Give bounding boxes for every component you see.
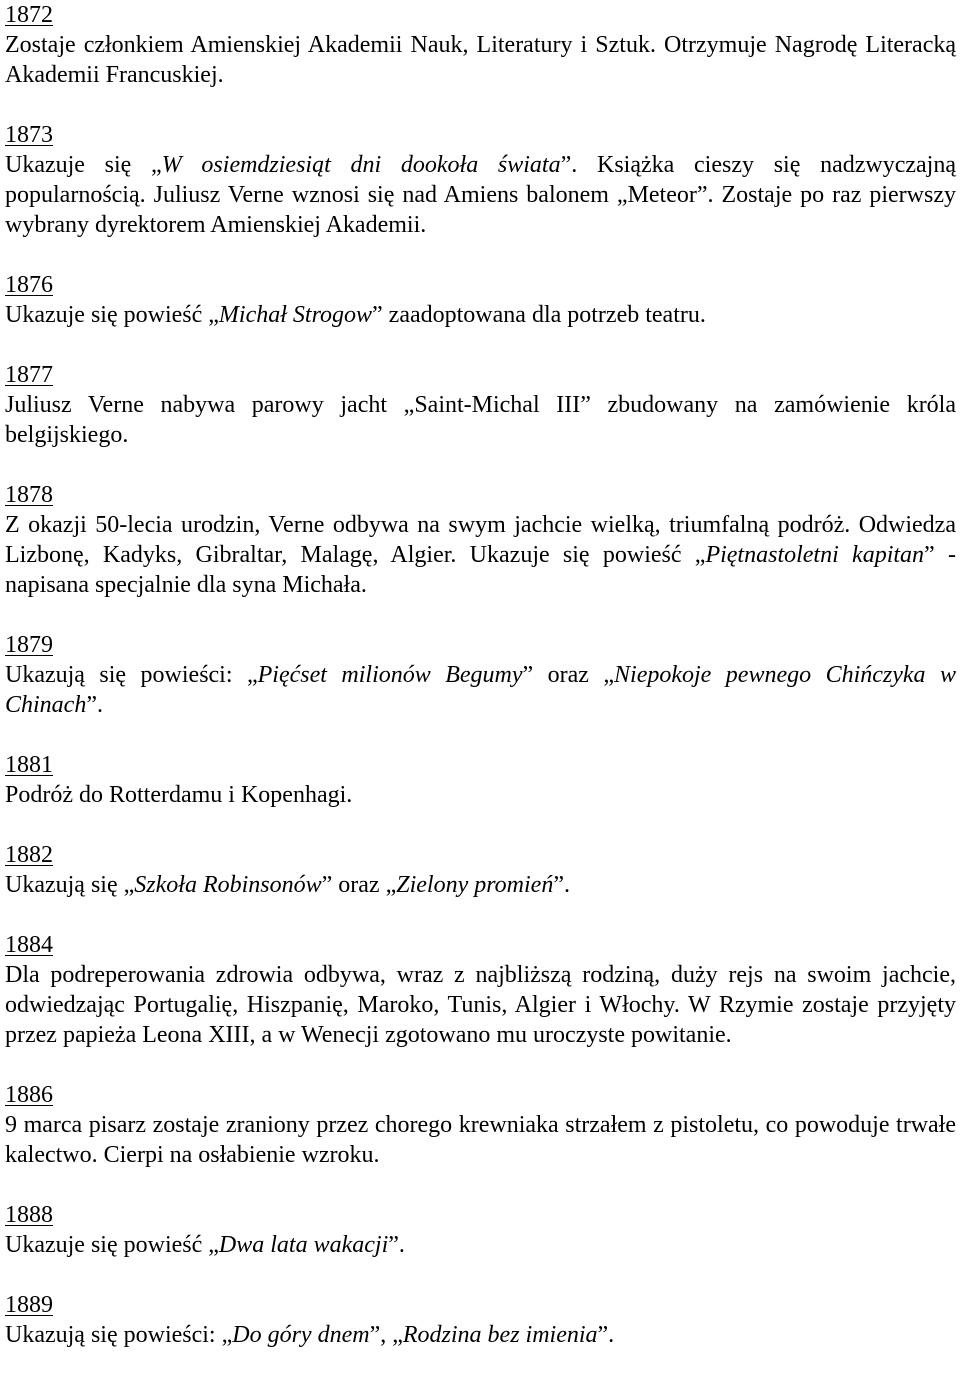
book-title: Niepokoje pewnego Chińczyka w Chinach — [5, 662, 957, 718]
book-title: Zielony promień — [396, 872, 554, 898]
timeline-entry — [5, 1290, 956, 1350]
entry-year: 1888 — [5, 1202, 53, 1228]
timeline-entry — [5, 120, 956, 240]
timeline-entry — [5, 270, 956, 330]
entry-year: 1876 — [5, 272, 53, 298]
book-title: Michał Strogow — [218, 302, 373, 328]
book-title: W osiemdziesiąt dni dookoła świata — [161, 152, 561, 178]
entry-description — [5, 960, 956, 1050]
text-run: ”. — [388, 1232, 405, 1258]
text-run: ” zaadoptowana dla potrzeb teatru. — [372, 302, 706, 328]
text-run: Juliusz Verne nabywa parowy jacht „Saint-Michal III” zbudowany na zamówienie króla belgijskiego. — [5, 392, 956, 448]
book-title: Dwa lata wakacji — [218, 1232, 389, 1258]
text-run: ” - napisana specjalnie dla syna Michała. — [5, 542, 956, 598]
book-title: Piętnastoletni kapitan — [705, 542, 925, 568]
entry-year: 1873 — [5, 122, 53, 148]
entry-description — [5, 660, 956, 720]
text-run: ”. — [553, 872, 570, 898]
entry-year: 1881 — [5, 752, 53, 778]
timeline-entry — [5, 630, 956, 720]
text-run: ”, „ — [369, 1322, 403, 1348]
text-run: Ukazuje się „ — [5, 152, 162, 178]
text-run: ” oraz „ — [522, 662, 615, 688]
timeline-entry — [5, 360, 956, 450]
text-run: ”. — [86, 692, 103, 718]
text-run: ”. Książka cieszy się nadzwyczajną popularnością. Juliusz Verne wznosi się nad Amiens balonem „Meteor”. Zostaje po raz pierwszy wybrany dyrektorem Amienskiej Akademii. — [5, 152, 956, 238]
book-title: Rodzina bez imienia — [402, 1322, 598, 1348]
entry-description — [5, 30, 956, 90]
text-run: Zostaje członkiem Amienskiej Akademii Nauk, Literatury i Sztuk. Otrzymuje Nagrodę Literacką Akademii Francuskiej. — [5, 32, 956, 88]
timeline-entry — [5, 480, 956, 600]
book-title: Do góry dnem — [232, 1322, 370, 1348]
entry-year: 1882 — [5, 842, 53, 868]
entry-description — [5, 300, 956, 330]
text-run: Dla podreperowania zdrowia odbywa, wraz z najbliższą rodziną, duży rejs na swoim jachcie, odwiedzając Portugalię, Hiszpanię, Maroko, Tunis, Algier i Włochy. W Rzymie zostaje przyjęty przez papieża Leona XIII, a w Wenecji zgotowano mu uroczyste powitanie. — [5, 962, 956, 1048]
entry-description — [5, 1110, 956, 1170]
entry-description — [5, 1230, 956, 1260]
timeline-entry — [5, 840, 956, 900]
text-run: Z okazji 50-lecia urodzin, Verne odbywa na swym jachcie wielką, triumfalną podróż. Odwiedza Lizbonę, Kadyks, Gibraltar, Malagę, Algier. Ukazuje się powieść „ — [5, 512, 956, 568]
entry-description — [5, 390, 956, 450]
text-run: Ukazują się „ — [5, 872, 135, 898]
timeline-entry — [5, 1080, 956, 1170]
entry-description — [5, 510, 956, 600]
text-run: Ukazuje się powieść „ — [5, 302, 219, 328]
entry-year: 1872 — [5, 2, 53, 28]
entry-year: 1884 — [5, 932, 53, 958]
text-run: 9 marca pisarz zostaje zraniony przez chorego krewniaka strzałem z pistoletu, co powoduje trwałe kalectwo. Cierpi na osłabienie wzroku. — [5, 1112, 956, 1168]
text-run: ” oraz „ — [321, 872, 397, 898]
book-title: Szkoła Robinsonów — [134, 872, 322, 898]
entry-year: 1878 — [5, 482, 53, 508]
timeline-entry — [5, 930, 956, 1050]
entry-description — [5, 150, 956, 240]
timeline-entry — [5, 750, 956, 810]
timeline-entry — [5, 0, 956, 90]
entry-year: 1889 — [5, 1292, 53, 1318]
book-title: Pięćset milionów Begumy — [257, 662, 523, 688]
text-run: Ukazuje się powieść „ — [5, 1232, 219, 1258]
text-run: Ukazują się powieści: „ — [5, 1322, 233, 1348]
text-run: Ukazują się powieści: „ — [5, 662, 258, 688]
entry-description — [5, 870, 956, 900]
entry-year: 1877 — [5, 362, 53, 388]
entry-description — [5, 1320, 956, 1350]
timeline-entry — [5, 1200, 956, 1260]
entry-year: 1879 — [5, 632, 53, 658]
text-run: Podróż do Rotterdamu i Kopenhagi. — [5, 782, 353, 808]
entry-year: 1886 — [5, 1082, 53, 1108]
entry-description — [5, 780, 956, 810]
text-run: ”. — [597, 1322, 615, 1348]
